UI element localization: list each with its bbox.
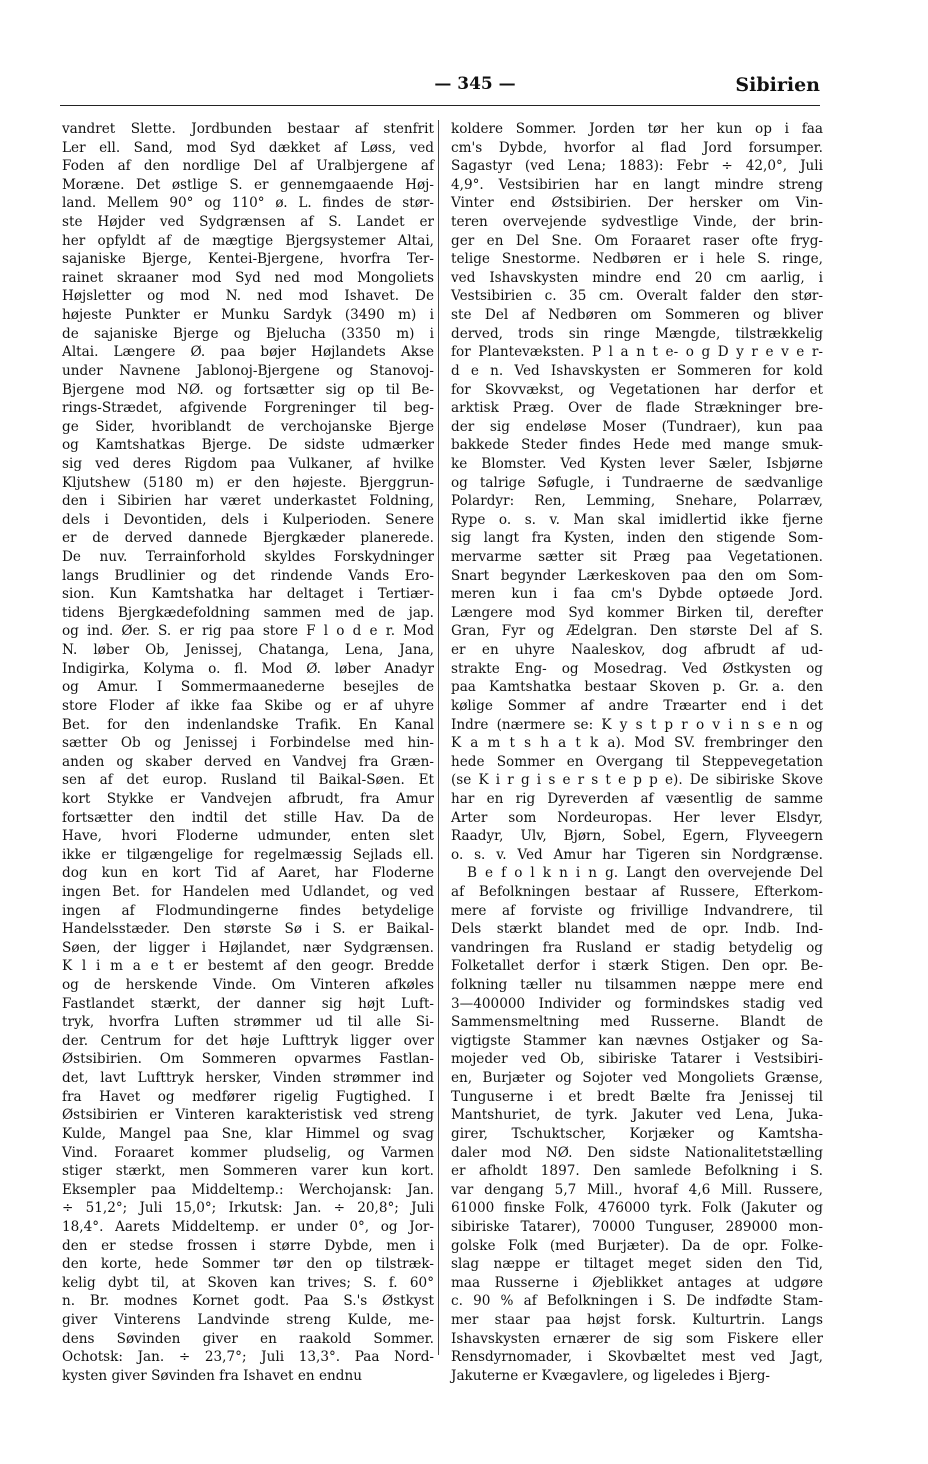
text-line: ÷ 51,2°; Juli 15,0°; Irkutsk: Jan. ÷ 20,8°; Juli: [62, 1200, 434, 1217]
text-line: den korte, hede Sommer tør den op tilstræk-: [62, 1256, 434, 1273]
text-line: Rensdyrnomader, i Skovbæltet mest ved Jagt,: [451, 1349, 823, 1366]
text-line: kort Stykke er Vandvejen afbrudt, fra Amur: [62, 790, 434, 807]
text-line: N. løber Ob, Jenissej, Chatanga, Lena, Jana,: [62, 642, 434, 659]
text-line: sajaniske Bjerge, Kentei-Bjergene, hvorfra Ter-: [62, 251, 434, 268]
text-line: paa Kamtshatka bestaar Skoven p. Gr. a. den: [451, 679, 823, 696]
text-line: stiger stærkt, men Sommeren varer kun kort.: [62, 1163, 434, 1180]
text-line: arktisk Præg. Over de flade Strækninger bre-: [451, 400, 823, 417]
text-line: giver Vinterens Landvinde streng Kulde, me-: [62, 1312, 434, 1328]
text-line: for Plantevæksten. P l a n t e- o g D y r e v e r-: [451, 344, 823, 361]
header-rule: [60, 105, 820, 106]
text-line: den i Sibirien har været underkastet Foldning,: [62, 493, 434, 510]
text-line: koldere Sommer. Jorden tør her kun op i faa: [451, 121, 823, 137]
text-line: vandret Slette. Jordbunden bestaar af stenfrit: [62, 121, 434, 137]
text-line: under Navnene Jablonoj-Bjergene og Stanovoj-: [62, 362, 434, 379]
text-line: tryk, hvorfra Luften strømmer ud til alle Si-: [62, 1014, 434, 1031]
text-line: kysten giver Søvinden fra Ishavet en endnu: [62, 1367, 362, 1384]
text-line: Mantshuriet, de tyrk. Jakuter ved Lena, Juka-: [451, 1107, 823, 1124]
text-line: strakte Eng- og Mosedrag. Ved Østkysten og: [451, 660, 823, 677]
text-line: her opfyldt af de mægtige Bjergsystemer Altai,: [62, 232, 434, 249]
text-line: cm's Dybde, hvorfor al flad Jord forsumper.: [451, 139, 823, 156]
text-line: d e n. Ved Ishavskysten er Sommeren for kold: [451, 362, 823, 379]
text-line: o. s. v. Ved Amur har Tigeren sin Nordgrænse.: [451, 846, 823, 863]
text-line: der. Centrum for det høje Lufttryk ligger over: [62, 1032, 434, 1049]
text-line: Sammensmeltning med Russerne. Blandt de: [451, 1014, 823, 1031]
text-line: teren overvejende sydvestlige Vinde, der brin-: [451, 214, 823, 231]
text-line: dog kun en kort Tid af Aaret, har Floderne: [62, 865, 434, 882]
text-line: Fastlandet stærkt, der danner sig højt Luft-: [62, 995, 434, 1012]
text-line: vigtigste Stammer kan nævnes Ostjaker og Sa-: [451, 1032, 823, 1049]
text-line: sig ved deres Rigdom paa Vulkaner, af hvilke: [62, 455, 434, 472]
page-number: — 345 —: [434, 74, 516, 94]
text-line: Indigirka, Kolyma o. fl. Mod Ø. løber Anadyr: [62, 660, 434, 677]
running-header: [60, 72, 820, 106]
text-line: daler mod NØ. Den sidste Nationalitetstælling: [451, 1144, 823, 1161]
text-line: kølige Sommer af andre Træarter end i det: [451, 697, 823, 714]
text-line: mer staar paa højst forsk. Kulturtrin. Langs: [451, 1312, 823, 1328]
text-line: Rype o. s. v. Man skal imidlertid ikke fjerne: [451, 511, 823, 528]
text-line: Jakuterne er Kvægavlere, og ligeledes i Bjerg-: [451, 1367, 771, 1384]
text-line: Sagastyr (ved Lena; 1883): Febr ÷ 42,0°, Juli: [451, 158, 823, 175]
text-line: Eksempler paa Middeltemp.: Werchojansk: Jan.: [62, 1181, 434, 1198]
text-line: 61000 finske Folk, 476000 tyrk. Folk (Jakuter og: [451, 1200, 823, 1217]
text-line: vandringen fra Rusland er stadig betydelig og: [451, 939, 823, 956]
text-line: kelig dybt til, at Skoven kan trives; S. f. 60°: [62, 1274, 434, 1291]
text-line: af Befolkningen bestaar af Russere, Efterkom-: [451, 883, 823, 900]
text-line: var dengang 5,7 Mill., hvoraf 4,6 Mill. Russere,: [451, 1181, 823, 1198]
text-line: de sajaniske Bjerge og Bjelucha (3350 m) i: [62, 325, 434, 342]
text-line: og ind. Øer. S. er rig paa store F l o d e r. Mod: [62, 623, 434, 640]
text-line: telige Snestorme. Nedbøren er i hele S. ringe,: [451, 251, 823, 268]
text-line: Østsibirien. Om Sommeren opvarmes Fastlan-: [62, 1051, 434, 1068]
text-line: Vinter end Østsibirien. Der hersker om Vin-: [451, 195, 823, 212]
text-line: De nuv. Terrainforhold skyldes Forskydninger: [62, 549, 434, 566]
text-line: mervarme sætter sit Præg paa Vegetationen.: [451, 549, 823, 566]
text-line: en, Burjæter og Sojoter ved Mongoliets Grænse,: [451, 1070, 823, 1087]
text-line: ger en Del Sne. Om Foraaret raser ofte fryg-: [451, 232, 823, 249]
text-line: (se K i r g i s e r s t e p p e). De sibiriske Skove: [451, 772, 823, 789]
section-title: Sibirien: [735, 74, 820, 96]
text-line: ikke er tilgængelige for regelmæssig Sejlads ell.: [62, 846, 434, 863]
text-line: mere af forviste og frivillige Indvandrere, til: [451, 902, 823, 919]
text-line: Bet. for den indenlandske Trafik. En Kanal: [62, 716, 434, 733]
text-line: ingen Bet. for Handelen med Udlandet, og ved: [62, 883, 434, 900]
text-line: dels i Devontiden, dels i Kulperioden. Senere: [62, 511, 434, 528]
text-line: rainet skraaner mod Syd ned mod Mongoliets: [62, 269, 434, 286]
text-line: ke Blomster. Ved Kysten lever Sæler, Isbjørne: [451, 455, 823, 472]
text-line: fra Havet og medfører rigelig Fugtighed. I: [62, 1088, 434, 1105]
text-line: og Amur. I Sommermaanederne besejles de: [62, 679, 434, 696]
text-line: ste Del af Nedbøren om Sommeren og bliver: [451, 307, 823, 324]
text-line: ge Sider, hvoriblandt de verchojanske Bjerge: [62, 418, 434, 435]
text-line: sibiriske Tatarer), 70000 Tunguser, 289000 mon-: [451, 1218, 823, 1235]
text-line: B e f o l k n i n g. Langt den overvejende Del: [467, 865, 823, 882]
text-line: for Skovvækst, og Vegetationen har derfor et: [451, 381, 823, 398]
text-line: meren kun i faa cm's Dybde optøede Jord.: [451, 586, 823, 603]
text-line: land. Mellem 90° og 110° ø. L. findes de stør-: [62, 195, 434, 212]
text-line: Tunguserne i et bredt Bælte fra Jenissej til: [451, 1088, 823, 1105]
text-line: maa Russerne i Øjeblikket antages at udgøre: [451, 1274, 823, 1291]
text-line: er de derved dannede Bjergkæder planerede.: [62, 530, 434, 547]
text-line: Kulde, Mangel paa Sne, klar Himmel og svag: [62, 1125, 434, 1142]
text-line: tidens Bjergkædefoldning sammen med de jap.: [62, 604, 434, 621]
text-line: hede Sommer en Overgang til Steppevegetation: [451, 753, 823, 770]
text-line: Snart begynder Lærkeskoven paa den om Som-: [451, 567, 823, 584]
text-line: Længere mod Syd kommer Birken til, derefter: [451, 604, 823, 621]
left-column: [62, 120, 434, 1384]
text-line: Bjergene mod NØ. og fortsætter sig op til Be-: [62, 381, 434, 398]
text-line: Moræne. Det østlige S. er gennemgaaende Høj-: [62, 176, 434, 193]
text-line: er afholdt 1897. Den samlede Befolkning i S.: [451, 1163, 823, 1180]
text-line: der sig endeløse Moser (Tundraer), kun paa: [451, 418, 823, 435]
text-line: slag næppe er tiltaget meget siden den Tid,: [451, 1256, 823, 1273]
text-line: Gran, Fyr og Ædelgran. Den største Del af S.: [451, 623, 823, 640]
text-line: sen af det europ. Rusland til Baikal-Søen. Et: [62, 772, 434, 789]
text-line: rings-Strædet, afgivende Forgreninger til beg-: [62, 400, 434, 417]
text-line: det, lavt Lufttryk hersker, Vinden strømmer ind: [62, 1070, 434, 1087]
text-line: K a m t s h a t k a). Mod SV. frembringer den: [451, 735, 823, 752]
text-line: sætter Ob og Jenissej i Forbindelse med hin-: [62, 735, 434, 752]
text-line: bakkede Steder findes Hede med mange smuk-: [451, 437, 823, 454]
text-line: Vestsibirien c. 35 cm. Overalt falder den stør-: [451, 288, 823, 305]
text-line: golske Folk (med Burjæter). Da de opr. Folke-: [451, 1237, 823, 1254]
text-line: og Kamtshatkas Bjerge. De sidste udmærker: [62, 437, 434, 454]
text-line: 18,4°. Aarets Middeltemp. er under 0°, og Jor-: [62, 1218, 434, 1235]
text-line: 3—400000 Individer og formindskes stadig ved: [451, 995, 823, 1012]
text-line: Kljutshew (5180 m) er den højeste. Bjerggrun-: [62, 474, 434, 491]
text-line: K l i m a e t er bestemt af den geogr. Bredde: [62, 958, 434, 975]
right-column: [451, 120, 823, 1384]
text-line: Polardyr: Ren, Lemming, Snehare, Polarræv,: [451, 493, 823, 510]
text-line: Østsibirien er Vinteren karakteristisk ved streng: [62, 1107, 434, 1124]
text-line: 4,9°. Vestsibirien har en langt mindre streng: [451, 176, 823, 193]
text-line: Ochotsk: Jan. ÷ 23,7°; Juli 13,3°. Paa Nord-: [62, 1349, 434, 1366]
text-line: Foden af den nordlige Del af Uralbjergene af: [62, 158, 434, 175]
text-line: Højsletter og mod N. ned mod Ishavet. De: [62, 288, 434, 305]
text-line: langs Brudlinier og det rindende Vands Ero-: [62, 567, 434, 584]
text-line: fortsætter den indtil det stille Hav. Da de: [62, 809, 434, 826]
text-line: er en uhyre Naaleskov, dog afbrudt af ud-: [451, 642, 823, 659]
text-line: girer, Tschuktscher, Korjæker og Kamtsha-: [451, 1125, 823, 1142]
text-line: n. Br. modnes Kornet godt. Paa S.'s Østkyst: [62, 1293, 434, 1310]
text-line: Arter som Nordeuropas. Her lever Elsdyr,: [451, 809, 823, 826]
text-line: og talrige Søfugle, i Tundraerne de sædvanlige: [451, 474, 823, 491]
column-divider: [438, 120, 439, 1355]
text-line: mojeder ved Ob, sibiriske Tatarer i Vestsibiri-: [451, 1051, 823, 1068]
text-line: Dels stærkt blandet med de opr. Indb. Ind-: [451, 921, 823, 938]
text-line: højeste Punkter er Munku Sardyk (3490 m) i: [62, 307, 434, 324]
text-line: Søen, der ligger i Højlandet, nær Sydgrænsen.: [62, 939, 434, 956]
text-line: Ishavskysten ernærer de sig som Fiskere eller: [451, 1330, 823, 1347]
text-line: Indre (nærmere se: K y s t p r o v i n s e n og: [451, 716, 823, 733]
text-line: sig langt fra Kysten, inden den stigende Som-: [451, 530, 823, 547]
text-line: ingen af Flodmundingerne findes betydelige: [62, 902, 434, 919]
text-line: c. 90 % af Befolkningen i S. De indfødte Stam-: [451, 1293, 823, 1310]
text-line: store Floder af ikke faa Skibe og er af uhyre: [62, 697, 434, 714]
text-line: og de herskende Vinde. Om Vinteren afkøles: [62, 977, 434, 994]
text-line: ste Højder ved Sydgrænsen af S. Landet er: [62, 214, 434, 231]
text-line: har en rig Dyreverden af væsentlig de samme: [451, 790, 823, 807]
text-line: Handelsstæder. Den største Sø i S. er Baikal-: [62, 921, 434, 938]
text-line: ved Ishavskysten mindre end 20 cm aarlig, i: [451, 269, 823, 286]
text-line: dens Søvinden giver en raakold Sommer.: [62, 1330, 434, 1347]
text-line: Raadyr, Ulv, Bjørn, Sobel, Egern, Flyveegern: [451, 828, 823, 845]
text-line: anden og skaber derved en Vandvej fra Græn-: [62, 753, 434, 770]
text-line: sion. Kun Kamtshatka har deltaget i Tertiær-: [62, 586, 434, 603]
text-line: Ler ell. Sand, mod Syd dækket af Løss, ved: [62, 139, 434, 156]
text-line: derved, trods sin ringe Mængde, tilstrækkelig: [451, 325, 823, 342]
text-line: folkning tæller nu tilsammen næppe mere end: [451, 977, 823, 994]
text-line: Vind. Foraaret kommer pludselig, og Varmen: [62, 1144, 434, 1161]
text-line: den er stedse frossen i større Dybde, men i: [62, 1237, 434, 1254]
text-line: Have, hvori Floderne udmunder, enten slet: [62, 828, 434, 845]
text-line: Folketallet derfor i stærk Stigen. Den opr. Be-: [451, 958, 823, 975]
text-line: Altai. Længere Ø. paa bøjer Højlandets Akse: [62, 344, 434, 361]
